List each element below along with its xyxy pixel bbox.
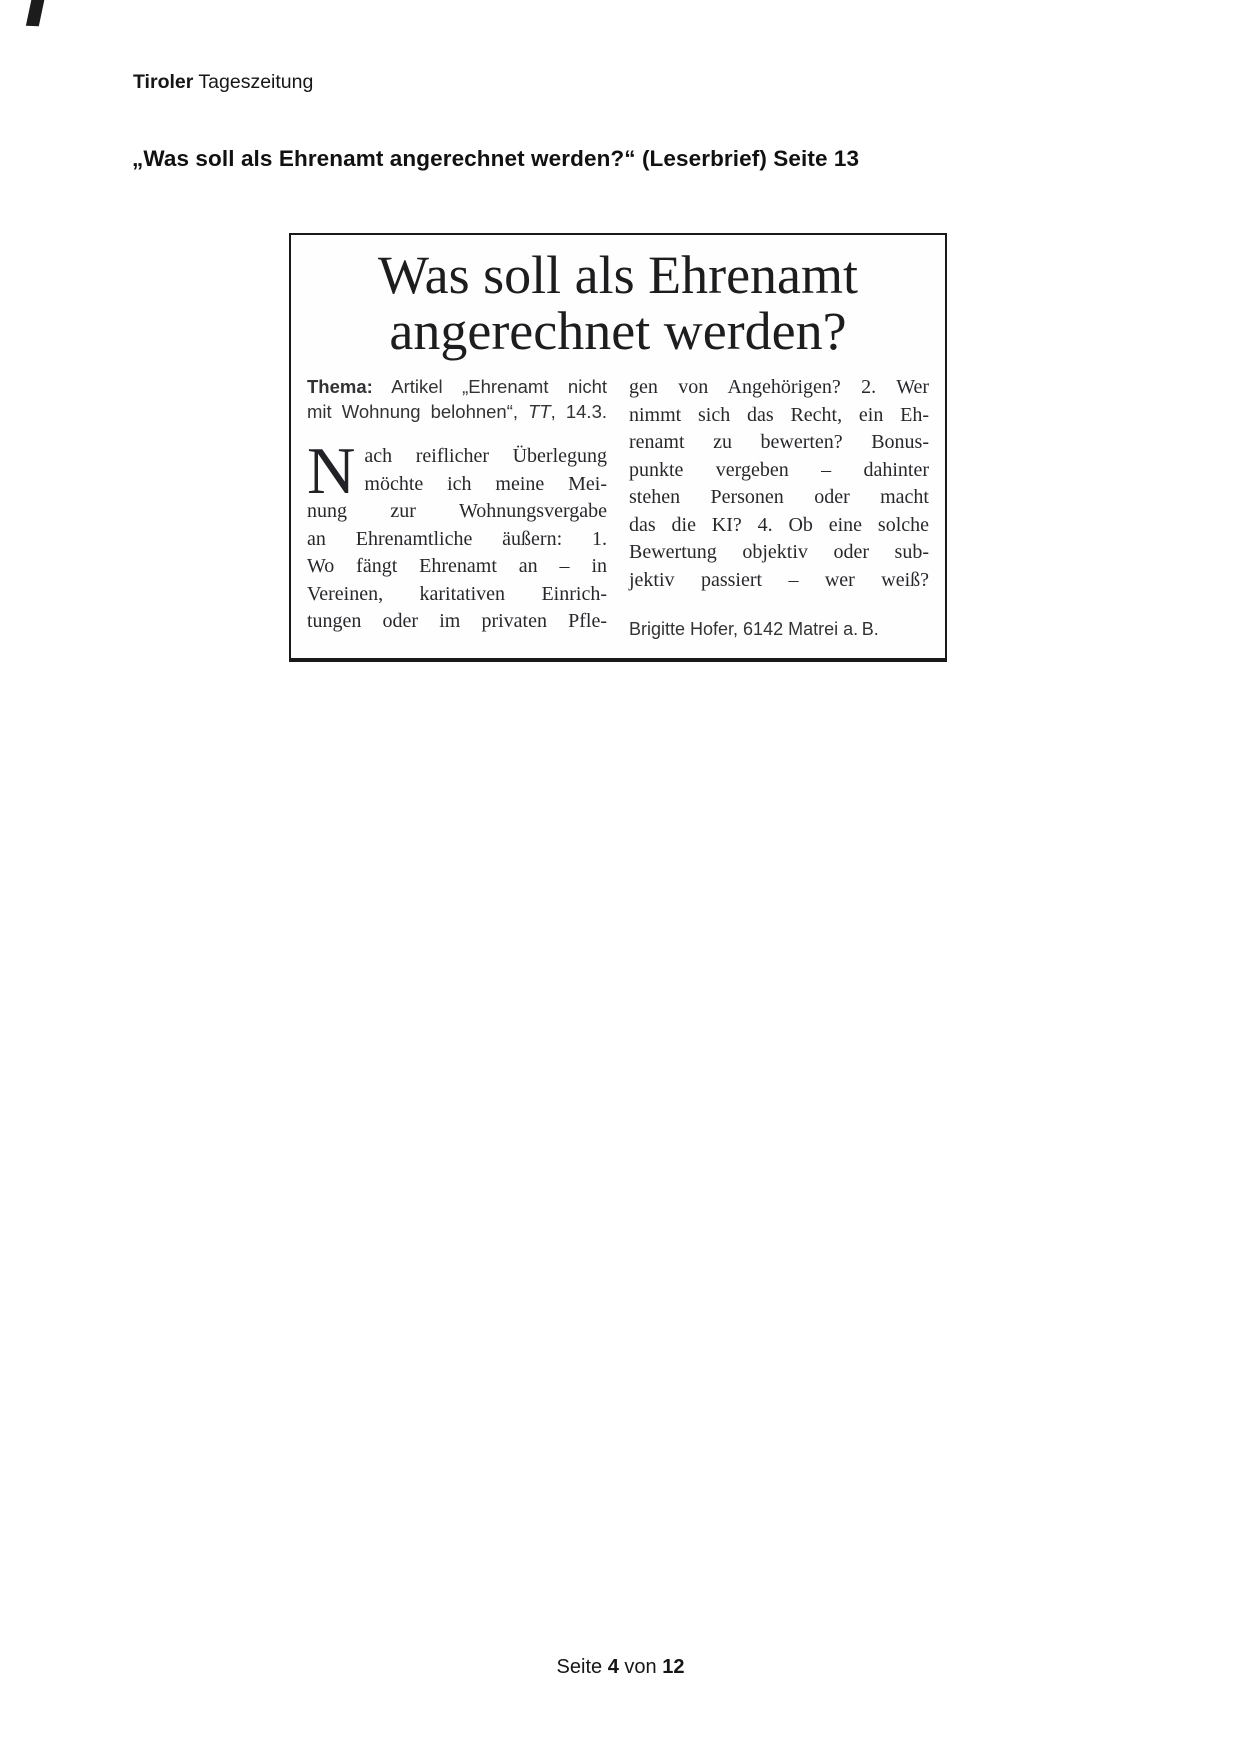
dropcap-initial: N xyxy=(307,434,356,508)
letter-text-line: ach reiflicher Überlegung xyxy=(364,445,607,467)
letter-text-line: nung zur Wohnungsvergabe xyxy=(307,500,607,522)
letter-text-line: stehen Personen oder macht xyxy=(629,486,929,508)
clipping-title-line: Was soll als Ehrenamt xyxy=(377,245,859,305)
scan-artifact xyxy=(26,0,45,26)
letter-text-line: möchte ich meine Mei- xyxy=(364,472,607,495)
footer-word-page: Seite xyxy=(556,1656,603,1678)
thema-line-1 xyxy=(307,374,607,399)
letter-text-line: punkte vergeben – dahinter xyxy=(629,458,929,481)
letter-text-line: Bewertung objektiv oder sub- xyxy=(629,541,929,563)
letter-body-right xyxy=(629,374,929,594)
thema-line2-pre: mit Wohnung belohnen“, xyxy=(307,401,529,422)
letter-text-line: Wo fängt Ehrenamt an – in xyxy=(307,555,607,577)
clipping-title-line: angerechnet werden? xyxy=(389,301,847,361)
letter-text-line: tungen oder im privaten Pfle- xyxy=(307,610,607,632)
thema-line1-text: Artikel „Ehrenamt nicht xyxy=(391,376,607,397)
publication-name-bold: Tiroler xyxy=(133,71,194,93)
letter-text-line: an Ehrenamtliche äußern: 1. xyxy=(307,527,607,550)
thema-line-2 xyxy=(307,399,607,424)
publication-masthead xyxy=(133,70,313,94)
publication-name-rest: Tageszeitung xyxy=(198,71,314,93)
letter-signature: Brigitte Hofer, 6142 Matrei a. B. xyxy=(629,619,879,639)
letter-text-line: nimmt sich das Recht, ein Eh- xyxy=(629,403,929,426)
thema-block xyxy=(307,374,607,424)
newspaper-clipping xyxy=(289,233,947,662)
letter-text-line: gen von Angehörigen? 2. Wer xyxy=(629,376,929,398)
clipping-columns xyxy=(307,374,929,640)
clipping-column-right xyxy=(629,374,929,640)
letter-text-line: das die KI? 4. Ob eine solche xyxy=(629,513,929,536)
clipping-column-left xyxy=(307,374,607,640)
thema-tt-italic: TT xyxy=(528,401,551,422)
thema-label: Thema: xyxy=(307,376,373,397)
letter-text-line: Vereinen, karitativen Einrich- xyxy=(307,582,607,605)
footer-word-of: von xyxy=(624,1656,657,1678)
letter-text-line: renamt zu bewerten? Bonus- xyxy=(629,431,929,453)
letter-text-line: jektiv passiert – wer weiß? xyxy=(629,568,929,591)
clipping-title xyxy=(307,247,929,359)
letter-body-left xyxy=(307,434,607,636)
thema-line2-post: , 14.3. xyxy=(550,401,607,422)
footer-total-pages: 12 xyxy=(662,1656,685,1678)
document-heading: „Was soll als Ehrenamt angerechnet werden?“ (Leserbrief) Seite 13 xyxy=(132,146,860,171)
footer-current-page: 4 xyxy=(607,1656,619,1678)
page-footer xyxy=(0,1656,1241,1679)
